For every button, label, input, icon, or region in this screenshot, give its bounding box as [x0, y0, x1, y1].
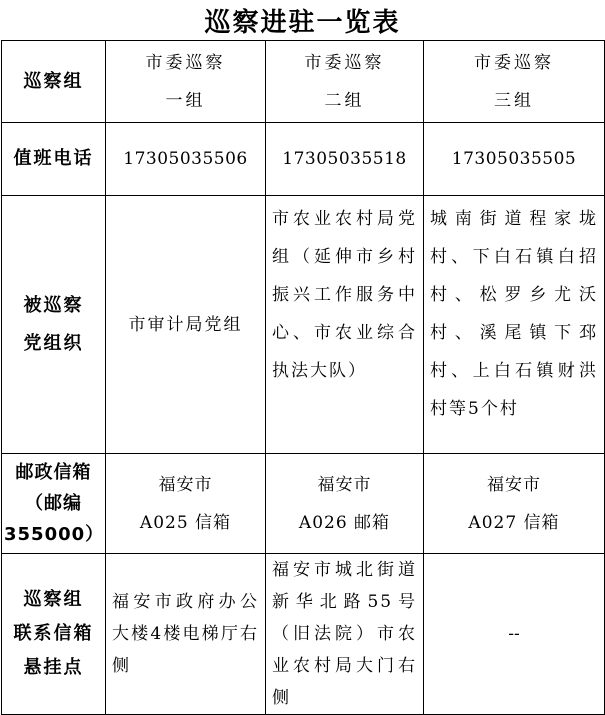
row-header-mailbox-line-2: （邮编 [25, 493, 82, 514]
row-header-location-line-1: 巡察组 [23, 589, 84, 610]
target-cell-1: 市审计局党组 [106, 196, 266, 454]
row-header-phone: 值班电话 [2, 123, 106, 196]
target-cell-3: 城南街道程家垅村、下白石镇白招村、松罗乡尤沃村、溪尾镇下邳村、上白石镇财洪村等5个村 [424, 196, 605, 454]
mailbox-cell-1-line-2: A025 信箱 [139, 512, 232, 533]
phone-cell-1: 17305035506 [106, 123, 266, 196]
mailbox-cell-2-line-2: A026 邮箱 [298, 512, 391, 533]
mailbox-cell-2 [266, 454, 424, 554]
row-header-target-line-2: 党组织 [23, 332, 84, 354]
row-header-location [2, 554, 106, 715]
phone-cell-3: 17305035505 [424, 123, 605, 196]
phone-cell-2: 17305035518 [266, 123, 424, 196]
group-cell-3 [424, 41, 605, 123]
page-title: 巡察进驻一览表 [204, 7, 401, 38]
table-row-group [2, 41, 605, 123]
row-header-mailbox-line-1: 邮政信箱 [15, 462, 92, 483]
row-header-target-line-1: 被巡察 [23, 294, 84, 316]
row-header-group: 巡察组 [2, 41, 106, 123]
group-cell-2 [266, 41, 424, 123]
mailbox-cell-1-line-1: 福安市 [158, 474, 213, 495]
row-header-location-line-3: 悬挂点 [23, 657, 84, 678]
group-cell-1-line-2: 一组 [165, 90, 206, 111]
table-row-location [2, 554, 605, 715]
location-cell-3: -- [424, 554, 605, 715]
inspection-table [1, 40, 605, 715]
group-cell-3-line-2: 三组 [494, 90, 534, 111]
group-cell-2-line-2: 二组 [324, 90, 365, 111]
row-header-mailbox-line-3: 355000） [4, 524, 105, 545]
mailbox-cell-3-line-1: 福安市 [487, 474, 541, 495]
location-cell-1: 福安市政府办公大楼4楼电梯厅右侧 [106, 554, 266, 715]
table-row-phone [2, 123, 605, 196]
table-row-mailbox [2, 454, 605, 554]
group-cell-1 [106, 41, 266, 123]
group-cell-3-line-1: 市委巡察 [474, 52, 554, 73]
table-row-target [2, 196, 605, 454]
row-header-location-line-2: 联系信箱 [13, 623, 94, 644]
target-cell-2: 市农业农村局党组（延伸市乡村振兴工作服务中心、市农业综合执法大队） [266, 196, 424, 454]
mailbox-cell-1 [106, 454, 266, 554]
location-cell-2: 福安市城北街道新华北路55号（旧法院）市农业农村局大门右侧 [266, 554, 424, 715]
row-header-target [2, 196, 106, 454]
row-header-mailbox [2, 454, 106, 554]
group-cell-1-line-1: 市委巡察 [145, 52, 226, 73]
group-cell-2-line-1: 市委巡察 [304, 52, 385, 73]
mailbox-cell-2-line-1: 福安市 [317, 474, 372, 495]
mailbox-cell-3 [424, 454, 605, 554]
mailbox-cell-3-line-2: A027 信箱 [468, 512, 560, 533]
